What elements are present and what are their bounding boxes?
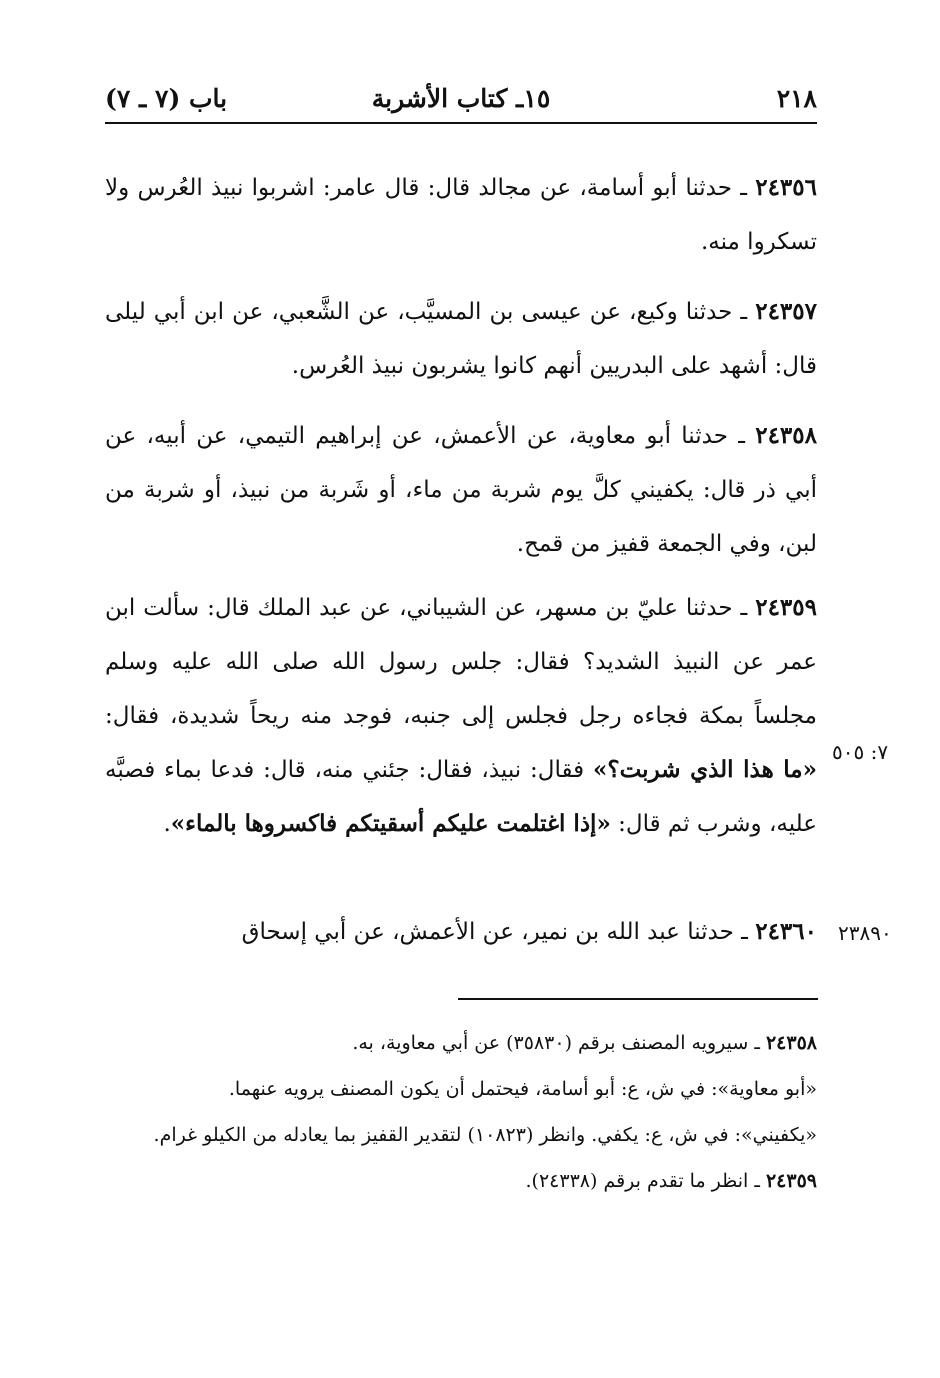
hadith-number: ٢٤٣٥٦: [755, 174, 817, 201]
footnotes: [105, 1024, 817, 1208]
footnote: [105, 1162, 817, 1200]
footnote-text: «يكفيني»: في ش، ع: يكفي. وانظر (١٠٨٢٣) لتقدير القفيز بما يعادله من الكيلو غرام.: [153, 1124, 817, 1146]
hadith-text: ـ حدثنا عليّ بن مسهر، عن الشيباني، عن عبد الملك قال: سألت ابن عمر عن النبيذ الشديد؟ فقال: جلس رسول الله صلى الله عليه وسلم مجلساً بمكة فجاءه رجل فجلس إلى جنبه، فوجد منه ريحاً شديدة، فقال:: [105, 595, 817, 729]
prophetic-quote: «ما هذا الذي شربت؟»: [593, 756, 817, 783]
footnote-number: ٢٤٣٥٨: [765, 1032, 817, 1054]
hadith-text: ـ حدثنا وكيع، عن عيسى بن المسيَّب، عن الشَّعبي، عن ابن أبي ليلى قال: أشهد على البدريين أنهم كانوا يشربون نبيذ العُرس.: [105, 299, 817, 379]
hadith-24360: [105, 905, 817, 959]
page-number: ٢١٨: [776, 84, 817, 113]
chapter-label: باب (٧ ـ ٧): [105, 84, 228, 113]
footnote: [105, 1116, 817, 1154]
hadith-text: .: [163, 811, 171, 837]
hadith-text: ـ حدثنا عبد الله بن نمير، عن الأعمش، عن أبي إسحاق: [241, 919, 756, 945]
footnote: [105, 1024, 817, 1062]
footnote-text: «أبو معاوية»: في ش، ع: أبو أسامة، فيحتمل أن يكون المصنف يرويه عنهما.: [228, 1078, 817, 1100]
margin-hadith-reference: ٢٣٨٩٠: [838, 921, 892, 945]
hadith-24359: [105, 581, 817, 851]
footnote-text: ـ انظر ما تقدم برقم (٢٤٣٣٨).: [525, 1170, 766, 1192]
hadith-number: ٢٤٣٦٠: [755, 918, 817, 945]
prophetic-quote: «إذا اغتلمت عليكم أسقيتكم فاكسروها بالماء»: [170, 810, 611, 837]
hadith-number: ٢٤٣٥٩: [755, 594, 817, 621]
margin-cross-reference: ٧: ٥٠٥: [832, 740, 889, 764]
page-header: [105, 82, 817, 124]
hadith-text: ـ حدثنا أبو معاوية، عن الأعمش، عن إبراهيم التيمي، عن أبيه، عن أبي ذر قال: يكفيني كلَّ يوم شربة من ماء، أو شَربة من نبيذ، أو شربة من لبن، وفي الجمعة قفيز من قمح.: [105, 423, 817, 557]
book-title: ١٥ـ كتاب الأشربة: [371, 84, 551, 113]
footnote-number: ٢٤٣٥٩: [765, 1170, 817, 1192]
hadith-24358: [105, 409, 817, 571]
hadith-24356: [105, 161, 817, 269]
hadith-text: فقال: نبيذ، فقال: جئني منه، قال: فدعا بماء فصبَّه عليه، وشرب ثم قال:: [105, 757, 817, 837]
footnote: [105, 1070, 817, 1108]
hadith-number: ٢٤٣٥٧: [755, 298, 817, 325]
footnote-separator: [458, 998, 818, 1000]
hadith-number: ٢٤٣٥٨: [755, 422, 817, 449]
footnote-text: ـ سيرويه المصنف برقم (٣٥٨٣٠) عن أبي معاوية، به.: [352, 1032, 766, 1054]
hadith-24357: [105, 285, 817, 393]
hadith-text: ـ حدثنا أبو أسامة، عن مجالد قال: قال عامر: اشربوا نبيذ العُرس ولا تسكروا منه.: [105, 175, 817, 255]
